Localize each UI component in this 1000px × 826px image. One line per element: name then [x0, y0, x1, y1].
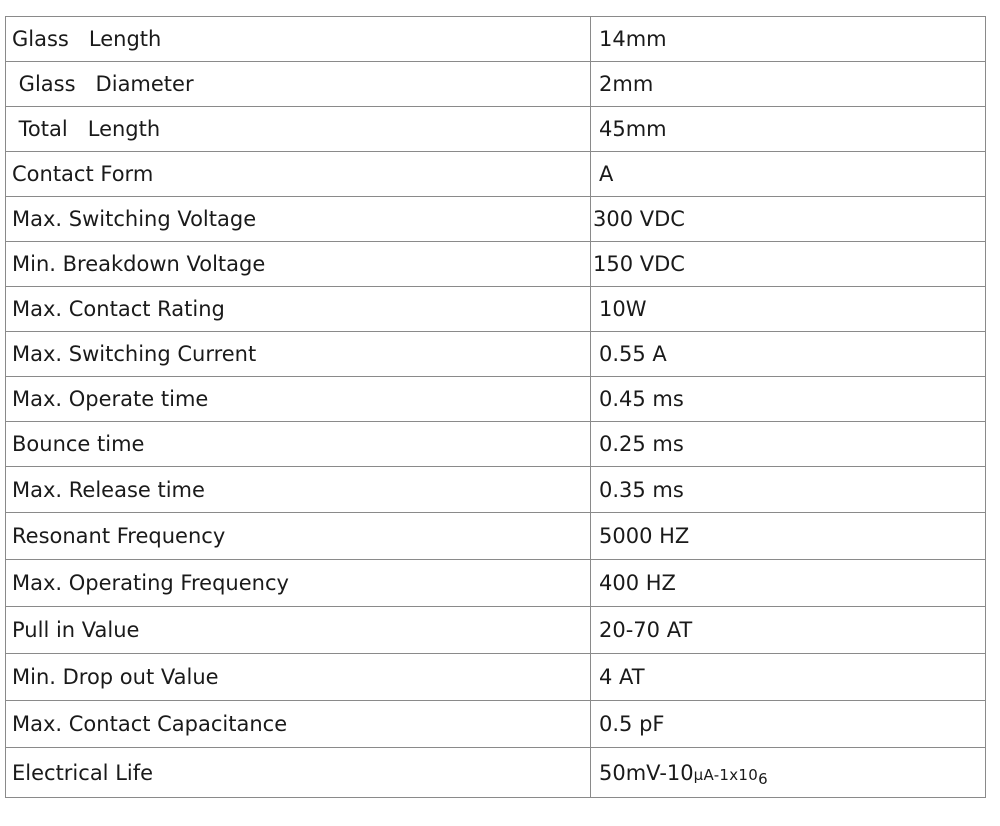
spec-label: Max. Release time: [6, 467, 591, 513]
spec-label: Max. Contact Rating: [6, 287, 591, 332]
spec-value: 400 HZ: [591, 560, 986, 607]
spec-label: Pull in Value: [6, 607, 591, 654]
table-row: [6, 607, 986, 654]
electrical-life-unit: μA-1x10: [693, 765, 759, 784]
spec-value: [591, 748, 986, 798]
table-row: [6, 242, 986, 287]
spec-value: 45mm: [591, 107, 986, 152]
spec-value: 10W: [591, 287, 986, 332]
spec-value: 0.35 ms: [591, 467, 986, 513]
spec-value: 4 AT: [591, 654, 986, 701]
electrical-life-exponent: 6: [758, 769, 768, 788]
spec-value: 0.5 pF: [591, 701, 986, 748]
table-row: [6, 654, 986, 701]
spec-value: 0.55 A: [591, 332, 986, 377]
spec-value: 20-70 AT: [591, 607, 986, 654]
spec-value: 0.25 ms: [591, 422, 986, 467]
table-row: [6, 377, 986, 422]
spec-label: Min. Breakdown Voltage: [6, 242, 591, 287]
table-row: [6, 513, 986, 560]
table-row: [6, 287, 986, 332]
spec-value: 14mm: [591, 17, 986, 62]
spec-label: Glass Diameter: [6, 62, 591, 107]
spec-label: Max. Operate time: [6, 377, 591, 422]
spec-label: Max. Switching Current: [6, 332, 591, 377]
table-row: [6, 422, 986, 467]
spec-label: Contact Form: [6, 152, 591, 197]
table-row: [6, 467, 986, 513]
spec-label: Total Length: [6, 107, 591, 152]
spec-table: [5, 16, 986, 798]
table-row: [6, 560, 986, 607]
spec-value: 150 VDC: [591, 242, 986, 287]
table-row: [6, 748, 986, 798]
spec-label: Max. Switching Voltage: [6, 197, 591, 242]
table-row: [6, 701, 986, 748]
spec-label: Min. Drop out Value: [6, 654, 591, 701]
spec-label: Resonant Frequency: [6, 513, 591, 560]
table-row: [6, 332, 986, 377]
table-row: [6, 197, 986, 242]
spec-label: Bounce time: [6, 422, 591, 467]
spec-value: 300 VDC: [591, 197, 986, 242]
spec-label: Glass Length: [6, 17, 591, 62]
spec-label: Max. Contact Capacitance: [6, 701, 591, 748]
spec-value: 2mm: [591, 62, 986, 107]
table-row: [6, 107, 986, 152]
spec-value: 0.45 ms: [591, 377, 986, 422]
spec-label: Electrical Life: [6, 748, 591, 798]
spec-label: Max. Operating Frequency: [6, 560, 591, 607]
spec-value: A: [591, 152, 986, 197]
table-row: [6, 17, 986, 62]
table-row: [6, 62, 986, 107]
spec-value: 5000 HZ: [591, 513, 986, 560]
table-row: [6, 152, 986, 197]
electrical-life-main: 50mV-10: [599, 760, 694, 785]
